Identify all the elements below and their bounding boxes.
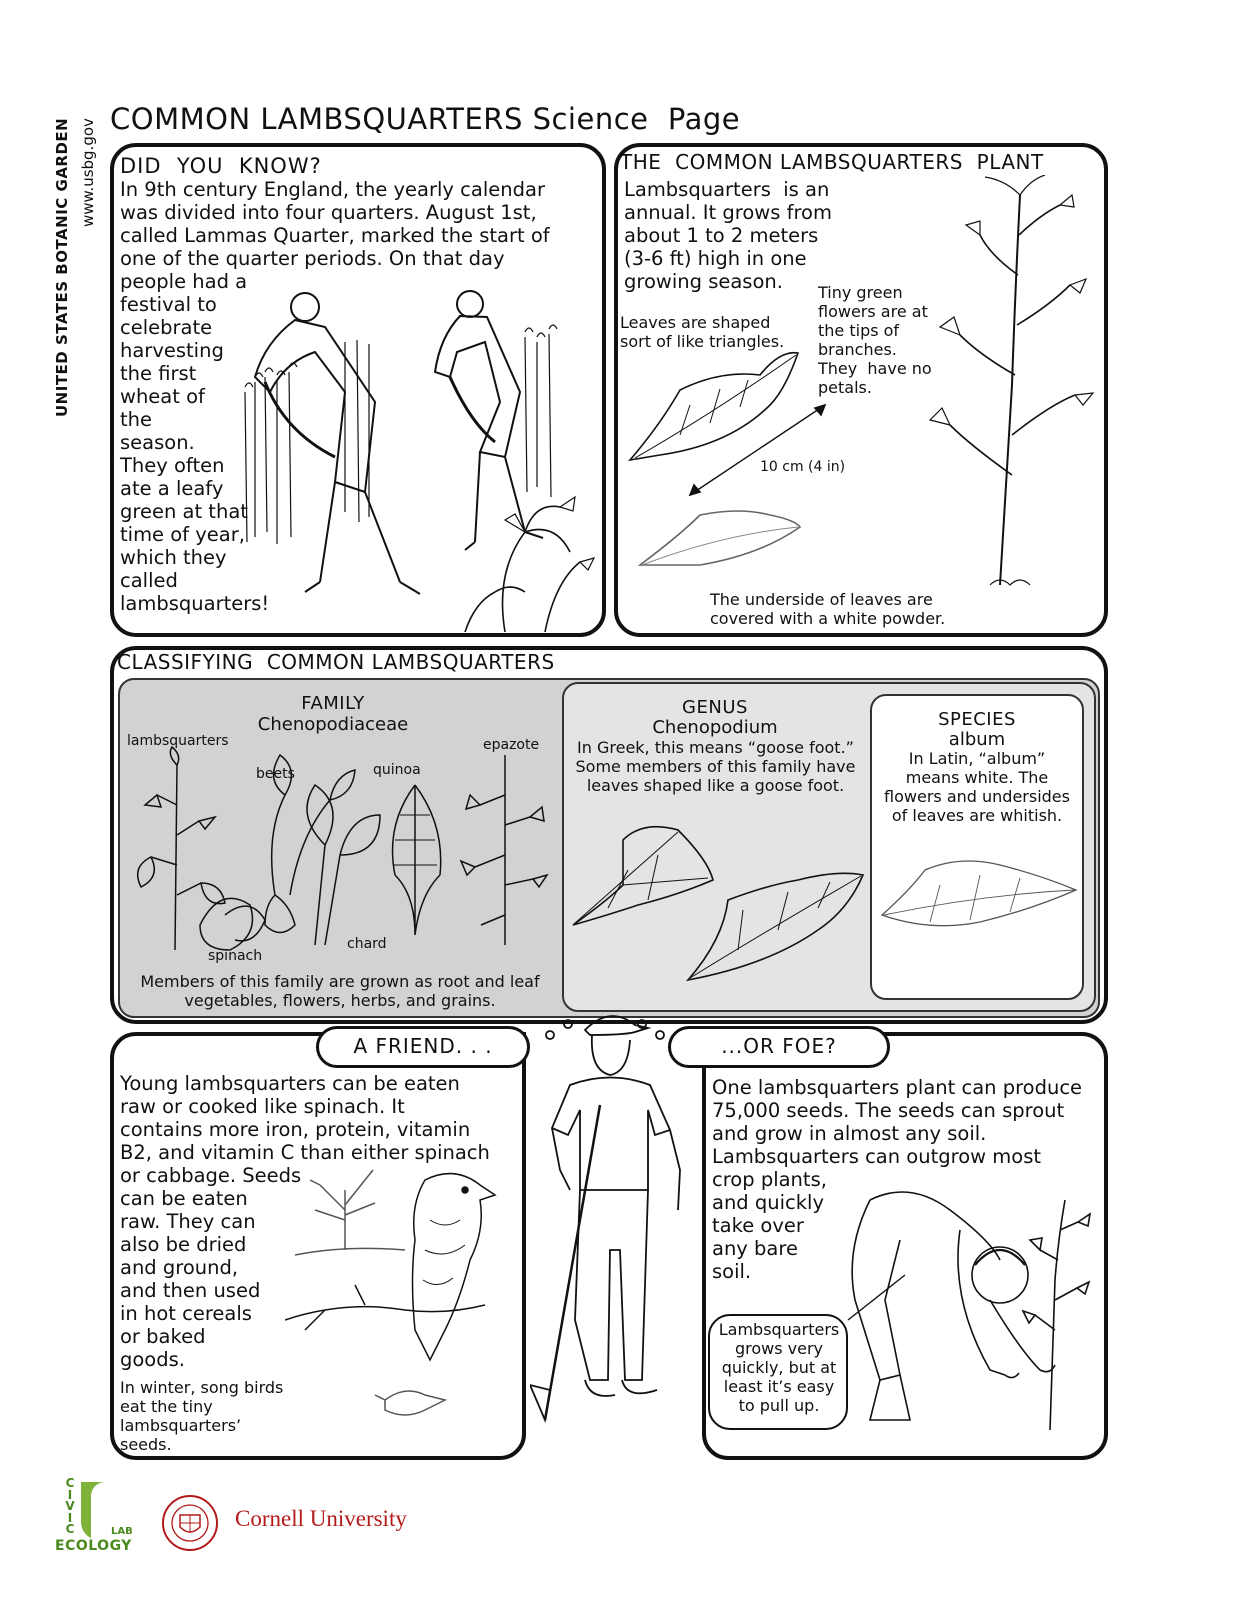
text-line: ate a leafy [120,477,224,500]
text-line: flowers are at [818,302,928,321]
text-line: people had a [120,270,248,293]
civic-letter: C [65,1476,75,1490]
text-line: eat the tiny [120,1397,213,1416]
text-line: petals. [818,378,872,397]
text-line: B2, and vitamin C than either spinach [120,1141,490,1164]
text-line: sort of like triangles. [620,332,785,351]
text-line: contains more iron, protein, vitamin [120,1118,471,1141]
family-title: FAMILY [301,693,365,714]
text-line: raw. They can [120,1210,256,1233]
text-line: crop plants, [712,1168,827,1191]
friend-bubble: A FRIEND. . . [316,1026,530,1068]
family-plants-illustration [125,745,555,955]
cornell-wordmark: Cornell University [235,1506,407,1531]
species-title: SPECIES [938,709,1016,730]
text-line: (3-6 ft) high in one [624,247,807,270]
text-line: or baked [120,1325,206,1348]
text-line: the [120,408,153,431]
civic-ecology-logo [55,1478,145,1558]
plant-underside-note [710,590,970,628]
did-you-know-heading: DID YOU KNOW? [120,154,322,178]
genus-text [568,738,863,795]
text-line: vegetables, flowers, herbs, and grains. [184,991,496,1010]
text-line: branches. [818,340,897,359]
text-line: quickly, but at [721,1358,837,1377]
cornell-seal-icon [160,1493,220,1553]
text-line: the first [120,362,197,385]
label-spinach: spinach [208,948,263,964]
plant-measure-label: 10 cm (4 in) [760,459,846,475]
text-line: Leaves are shaped [620,313,771,332]
friend-bird-note [120,1378,310,1454]
side-org-text [48,108,76,418]
text-line: take over [712,1214,804,1237]
text-line: in hot cereals [120,1302,252,1325]
text-line: means white. The [905,768,1049,787]
text-line: one of the quarter periods. On that day [120,247,505,270]
text-line: grows very [734,1339,824,1358]
genus-name: Chenopodium [652,717,778,738]
text-line: In Greek, this means “goose foot.” [577,738,854,757]
text-line: any bare [712,1237,798,1260]
family-caption [120,972,560,1010]
did-you-know-text [120,178,600,270]
civic-letter: V [65,1499,75,1513]
harvesters-illustration [225,282,600,632]
text-line: 75,000 seeds. The seeds can sprout [712,1099,1065,1122]
text-line: or cabbage. Seeds [120,1164,302,1187]
text-line: to pull up. [738,1396,820,1415]
leaf-and-plant-illustration [620,175,1100,595]
text-line: season. [120,431,195,454]
side-url-label: www.usbg.gov [79,118,97,227]
text-line: of leaves are whitish. [891,806,1063,825]
text-line: time of year, [120,523,245,546]
text-line: Lambsquarters is an [624,178,830,201]
text-line: growing season. [624,270,783,293]
text-line: They often [120,454,225,477]
text-line: also be dried [120,1233,247,1256]
text-line: annual. It grows from [624,201,832,224]
text-line: can be eaten [120,1187,248,1210]
person-pulling-weeds-illustration [840,1180,1102,1450]
text-line: In Latin, “album” [908,749,1046,768]
side-org-label: UNITED STATES BOTANIC GARDEN [53,117,71,417]
white-leaf-illustration [880,850,1080,940]
text-line: wheat of [120,385,205,408]
civic-logo-mark-cut [91,1482,107,1540]
text-line: In winter, song birds [120,1378,284,1397]
classifying-heading: CLASSIFYING COMMON LAMBSQUARTERS [117,650,555,674]
civic-logo-column [63,1478,77,1536]
foe-narrow-text [712,1168,842,1283]
text-line: The underside of leaves are [710,590,933,609]
civic-lab-label: LAB [111,1526,133,1537]
label-lambsquarters: lambsquarters [127,733,229,749]
family-name: Chenopodiaceae [257,714,409,735]
civic-letter: I [67,1510,73,1525]
text-line: Young lambsquarters can be eaten [120,1072,460,1095]
label-epazote: epazote [483,737,540,753]
text-line: lambsquarters! [120,592,270,615]
text-line: They have no [818,359,932,378]
text-line: green at that [120,500,248,523]
foe-text [712,1076,1104,1168]
text-line: Lambsquarters can outgrow most [712,1145,1042,1168]
text-line: Lambsquarters [718,1320,840,1339]
text-line: Tiny green [818,283,903,302]
foe-speech-text [710,1320,848,1415]
text-line: festival to [120,293,217,316]
text-line: goods. [120,1348,185,1371]
bird-illustration [285,1160,520,1450]
text-line: leaves shaped like a goose foot. [586,776,845,795]
text-line: seeds. [120,1435,172,1454]
text-line: flowers and undersides [884,787,1070,806]
species-name: album [948,729,1006,750]
label-chard: chard [347,936,387,952]
text-line: lambsquarters’ [120,1416,242,1435]
label-quinoa: quinoa [373,762,421,778]
plant-heading: THE COMMON LAMBSQUARTERS PLANT [620,150,1044,174]
species-text [872,749,1082,825]
side-url-text [76,108,100,228]
text-line: called Lammas Quarter, marked the start of [120,224,550,247]
text-line: and then used [120,1279,261,1302]
text-line: and ground, [120,1256,239,1279]
text-line: which they [120,546,227,569]
goose-foot-leaves-illustration [568,800,868,990]
text-line: was divided into four quarters. August 1st, [120,201,537,224]
civic-ecology-label: ECOLOGY [55,1538,132,1554]
man-with-hoe-illustration [530,1000,700,1430]
text-line: and quickly [712,1191,825,1214]
text-line: about 1 to 2 meters [624,224,819,247]
text-line: called [120,569,178,592]
text-line: raw or cooked like spinach. It [120,1095,405,1118]
genus-title: GENUS [682,697,748,718]
text-line: Members of this family are grown as root and leaf [140,972,540,991]
text-line: celebrate [120,316,213,339]
text-line: One lambsquarters plant can produce [712,1076,1083,1099]
foe-bubble: ...OR FOE? [668,1026,890,1068]
page-title: COMMON LAMBSQUARTERS Science Page [110,102,741,136]
text-line: covered with a white powder. [710,609,946,628]
civic-letter: C [65,1522,75,1536]
text-line: and grow in almost any soil. [712,1122,987,1145]
text-line: least it’s easy [723,1377,835,1396]
civic-letter: I [67,1487,73,1502]
text-line: Some members of this family have [575,757,856,776]
text-line: soil. [712,1260,752,1283]
text-line: the tips of [818,321,900,340]
label-beets: beets [256,766,295,782]
friend-narrow-text [120,1187,290,1371]
text-line: In 9th century England, the yearly calendar [120,178,545,201]
text-line: harvesting [120,339,224,362]
